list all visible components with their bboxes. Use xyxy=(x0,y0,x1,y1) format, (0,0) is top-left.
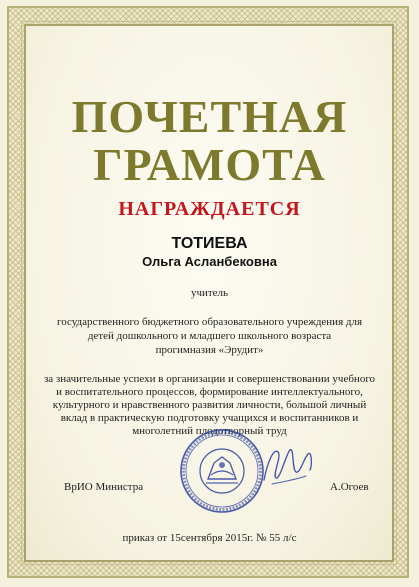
reason-line-5: многолетний плодотворный труд xyxy=(132,425,287,437)
reason-line-3: культурного и нравственного развития личности, большой личный xyxy=(52,399,367,411)
institution-line-1: государственного бюджетного образовательного учреждения для xyxy=(56,316,363,328)
institution-line-3: прогимназия «Эрудит» xyxy=(155,344,264,356)
handwritten-signature-icon xyxy=(258,440,318,492)
recipient-first-names: Ольга Асланбековна xyxy=(142,254,277,269)
reason-line-1: за значительные успехи в организации и совершенствовании учебного xyxy=(43,373,376,385)
signatory-title: ВрИО Министра xyxy=(64,481,144,493)
recipient-last-name: ТОТИЕВА xyxy=(171,235,248,252)
recipient-position: учитель xyxy=(190,287,229,299)
title-line-1: ПОЧЕТНАЯ xyxy=(71,91,348,142)
institution-line-2: детей дошкольного и младшего школьного возраста xyxy=(87,330,332,342)
signatory-name: А.Огоев xyxy=(330,481,369,493)
official-seal-icon xyxy=(178,427,266,515)
order-reference: приказ от 15сентября 2015г. № 55 л/с xyxy=(122,532,297,544)
reason-line-4: вклад в практическую подготовку учащихся и воспитанников и xyxy=(60,412,359,424)
reason-line-2: и воспитательного процессов, формирование интеллектуального, xyxy=(56,386,363,398)
title-line-2: ГРАМОТА xyxy=(93,139,326,190)
awarded-heading: НАГРАЖДАЕТСЯ xyxy=(118,198,301,220)
